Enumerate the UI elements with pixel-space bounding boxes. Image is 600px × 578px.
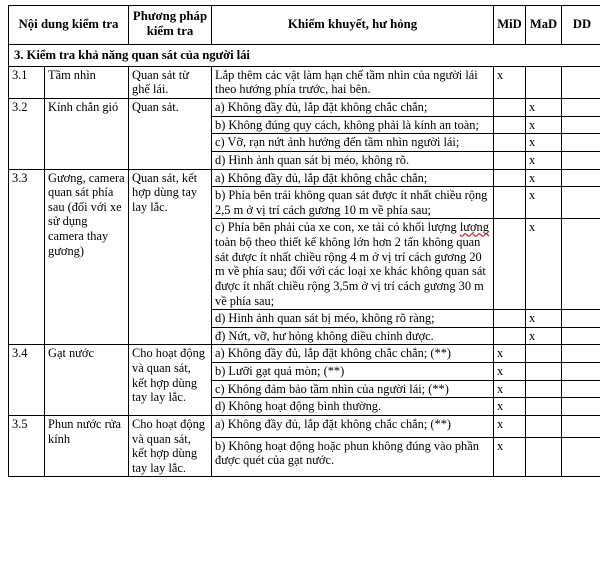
defect-text-misspelled: lượng [459,220,489,235]
defect-text: a) Không đầy đủ, lắp đặt không chắc chắn; [212,169,494,187]
row-name: Phun nước rửa kính [45,415,129,477]
defect-text: b) Phía bên trái không quan sát được ít nhất chiều rộng 2,5 m ở vị trí cách gương 10 m về phía sau; [212,187,494,219]
mark-mad: x [526,327,562,345]
mark-mid: x [494,415,526,437]
table-row [9,99,600,117]
table-row [9,345,600,363]
row-method: Quan sát. [129,99,212,170]
row-method: Quan sát, kết hợp dùng tay lay lắc. [129,169,212,345]
row-name: Gạt nước [45,345,129,416]
mark-dd [562,398,600,416]
row-name: Tầm nhìn [45,66,129,98]
mark-dd [562,187,600,219]
mark-dd [562,345,600,363]
mark-mid: x [494,345,526,363]
mark-mad [526,66,562,98]
defect-text: d) Hình ảnh quan sát bị méo, không rõ. [212,151,494,169]
defect-text: a) Không đầy đủ, lắp đặt không chắc chắn; (**) [212,345,494,363]
row-name: Gương, camera quan sát phía sau (đối với xe sử dụng camera thay gương) [45,169,129,345]
row-id: 3.4 [9,345,45,416]
mark-mad: x [526,151,562,169]
mark-mad: x [526,169,562,187]
section-title: 3. Kiểm tra khả năng quan sát của người lái [9,44,600,66]
mark-mid: x [494,363,526,381]
mark-dd [562,380,600,398]
mark-mid: x [494,380,526,398]
mark-mad: x [526,219,562,310]
section-title-row [9,44,600,66]
inspection-table [8,5,600,477]
header-mad: MaD [526,6,562,45]
row-method: Cho hoạt động và quan sát, kết hợp dùng tay lay lắc. [129,415,212,477]
mark-mid [494,134,526,152]
mark-mad: x [526,310,562,328]
mark-dd [562,134,600,152]
defect-text: d) Không hoạt động bình thường. [212,398,494,416]
defect-text-part2: toàn bộ theo thiết kế không lớn hơn 2 tấn không quan sát được ít nhất chiều rộng 4 m ở vị trí cách gương 20 m về phía sau; đối với các loại xe khác không quan sát được ít nhất chiều rộng 3,5m ở vị trí cách gương 30 m về phía sau; [215,235,486,308]
table-row [9,415,600,437]
mark-dd [562,327,600,345]
mark-dd [562,151,600,169]
mark-mad: x [526,116,562,134]
mark-dd [562,116,600,134]
mark-dd [562,310,600,328]
defect-text: a) Không đầy đủ, lắp đặt không chắc chắn; (**) [212,415,494,437]
row-id: 3.3 [9,169,45,345]
header-dd: DD [562,6,600,45]
mark-mad [526,345,562,363]
row-method: Quan sát từ ghế lái. [129,66,212,98]
mark-mid: x [494,398,526,416]
mark-mid [494,187,526,219]
mark-mid [494,169,526,187]
table-header-row [9,6,600,45]
defect-text: c) Không đảm bảo tầm nhìn của người lái; (**) [212,380,494,398]
mark-mid [494,151,526,169]
table-row [9,169,600,187]
defect-text: a) Không đầy đủ, lắp đặt không chắc chắn; [212,99,494,117]
mark-mad [526,363,562,381]
mark-mid [494,327,526,345]
header-mid: MiD [494,6,526,45]
defect-text: b) Lưỡi gạt quá mòn; (**) [212,363,494,381]
mark-mad [526,398,562,416]
defect-text: d) Hình ảnh quan sát bị méo, không rõ ràng; [212,310,494,328]
defect-text: Lắp thêm các vật làm hạn chế tầm nhìn của người lái theo hướng phía trước, hai bên. [212,66,494,98]
row-id: 3.5 [9,415,45,477]
defect-text: c) Vỡ, rạn nứt ảnh hưởng đến tầm nhìn người lái; [212,134,494,152]
mark-mid: x [494,437,526,477]
defect-text [212,219,494,310]
mark-dd [562,219,600,310]
mark-mid [494,99,526,117]
header-method-line1: Phương pháp [132,9,208,23]
row-method: Cho hoạt động và quan sát, kết hợp dùng tay lay lắc. [129,345,212,416]
mark-mid [494,219,526,310]
row-id: 3.2 [9,99,45,170]
header-method [129,6,212,45]
mark-mid [494,116,526,134]
mark-dd [562,437,600,477]
table-row [9,66,600,98]
mark-mad: x [526,134,562,152]
mark-mid [494,310,526,328]
defect-text: đ) Nứt, vỡ, hư hỏng không điều chỉnh được. [212,327,494,345]
mark-mid: x [494,66,526,98]
header-method-line2: kiểm tra [146,24,194,39]
defect-text-part1: c) Phía bên phải của xe con, xe tải có khối lượng [215,220,460,235]
mark-dd [562,169,600,187]
mark-dd [562,99,600,117]
mark-dd [562,66,600,98]
defect-text: b) Không hoạt động hoặc phun không đúng vào phần được quét của gạt nước. [212,437,494,477]
mark-dd [562,363,600,381]
row-name: Kính chắn gió [45,99,129,170]
mark-mad: x [526,187,562,219]
header-content: Nội dung kiểm tra [9,6,129,45]
mark-mad [526,415,562,437]
defect-text: b) Không đúng quy cách, không phải là kính an toàn; [212,116,494,134]
mark-dd [562,415,600,437]
header-defect: Khiếm khuyết, hư hỏng [212,6,494,45]
mark-mad [526,380,562,398]
mark-mad [526,437,562,477]
row-id: 3.1 [9,66,45,98]
mark-mad: x [526,99,562,117]
